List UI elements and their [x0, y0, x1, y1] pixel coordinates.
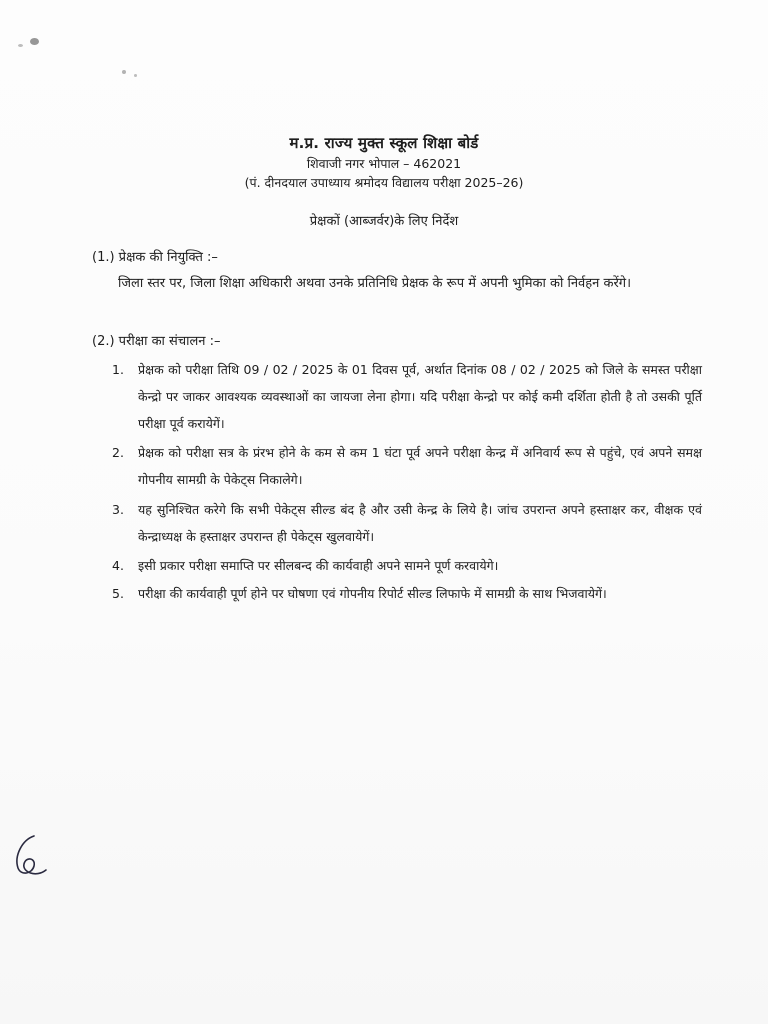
list-item-text: यह सुनिश्चित करेगे कि सभी पेकेट्स सील्ड बंद है और उसी केन्द्र के लिये है। जांच उपरान्त अपने हस्ताक्षर कर, वीक्षक एवं केन्द्राध्यक्ष के हस्ताक्षर उपरान्त ही पेकेट्स खुलवायेगें। — [138, 502, 702, 544]
list-item — [112, 580, 702, 607]
list-item-number: 3. — [112, 502, 124, 517]
list-item-text: प्रेक्षक को परीक्षा सत्र के प्रंरभ होने के कम से कम 1 घंटा पूर्व अपने परीक्षा केन्द्र में अनिवार्य रूप से पहुंचे, एवं अपने समक्ष गोपनीय सामग्री के पेकेट्स निकालेगे। — [138, 445, 702, 487]
list-item-number: 1. — [112, 362, 124, 377]
punch-mark — [134, 74, 137, 77]
list-item — [112, 356, 702, 437]
list-item — [112, 496, 702, 550]
list-item-text: प्रेक्षक को परीक्षा तिथि 09 / 02 / 2025 के 01 दिवस पूर्व, अर्थात दिनांक 08 / 02 / 2025 को जिले के समस्त परीक्षा केन्द्रो पर जाकर आवश्यक व्यवस्थाओं का जायजा लेना होगा। यदि परीक्षा केन्द्रो पर कोई कमी दर्शिता होती है तो उसकी पूर्ति परीक्षा पूर्व करायेगें। — [138, 362, 702, 431]
list-item-number: 2. — [112, 445, 124, 460]
punch-mark — [122, 70, 126, 74]
list-item — [112, 439, 702, 493]
section-body-appointment: जिला स्तर पर, जिला शिक्षा अधिकारी अथवा उनके प्रतिनिधि प्रेक्षक के रूप में अपनी भुमिका को निर्वहन करेंगे। — [118, 276, 632, 291]
list-item-text: परीक्षा की कार्यवाही पूर्ण होने पर घोषणा एवं गोपनीय रिपोर्ट सील्ड लिफाफे में सामग्री के साथ भिजवायेगें। — [138, 586, 607, 601]
list-item — [112, 552, 702, 579]
list-item-number: 5. — [112, 586, 124, 601]
document-title: म.प्र. राज्य मुक्त स्कूल शिक्षा बोर्ड — [289, 134, 479, 152]
punch-mark — [18, 44, 23, 47]
section-heading-conduct: (2.) परीक्षा का संचालन :– — [92, 334, 221, 349]
exam-name: (पं. दीनदयाल उपाध्याय श्रमोदय विद्यालय परीक्षा 2025–26) — [244, 175, 524, 190]
document-subject: प्रेक्षकों (आब्जर्वर)के लिए निर्देश — [309, 214, 459, 229]
list-item-text: इसी प्रकार परीक्षा समाप्ति पर सीलबन्द की कार्यवाही अपने सामने पूर्ण करवायेगे। — [138, 558, 499, 573]
document-address: शिवाजी नगर भोपाल – 462021 — [306, 156, 462, 171]
list-item-number: 4. — [112, 558, 124, 573]
handwritten-signature — [8, 830, 52, 880]
punch-mark — [30, 38, 39, 45]
section-heading-appointment: (1.) प्रेक्षक की नियुक्ति :– — [92, 250, 218, 265]
